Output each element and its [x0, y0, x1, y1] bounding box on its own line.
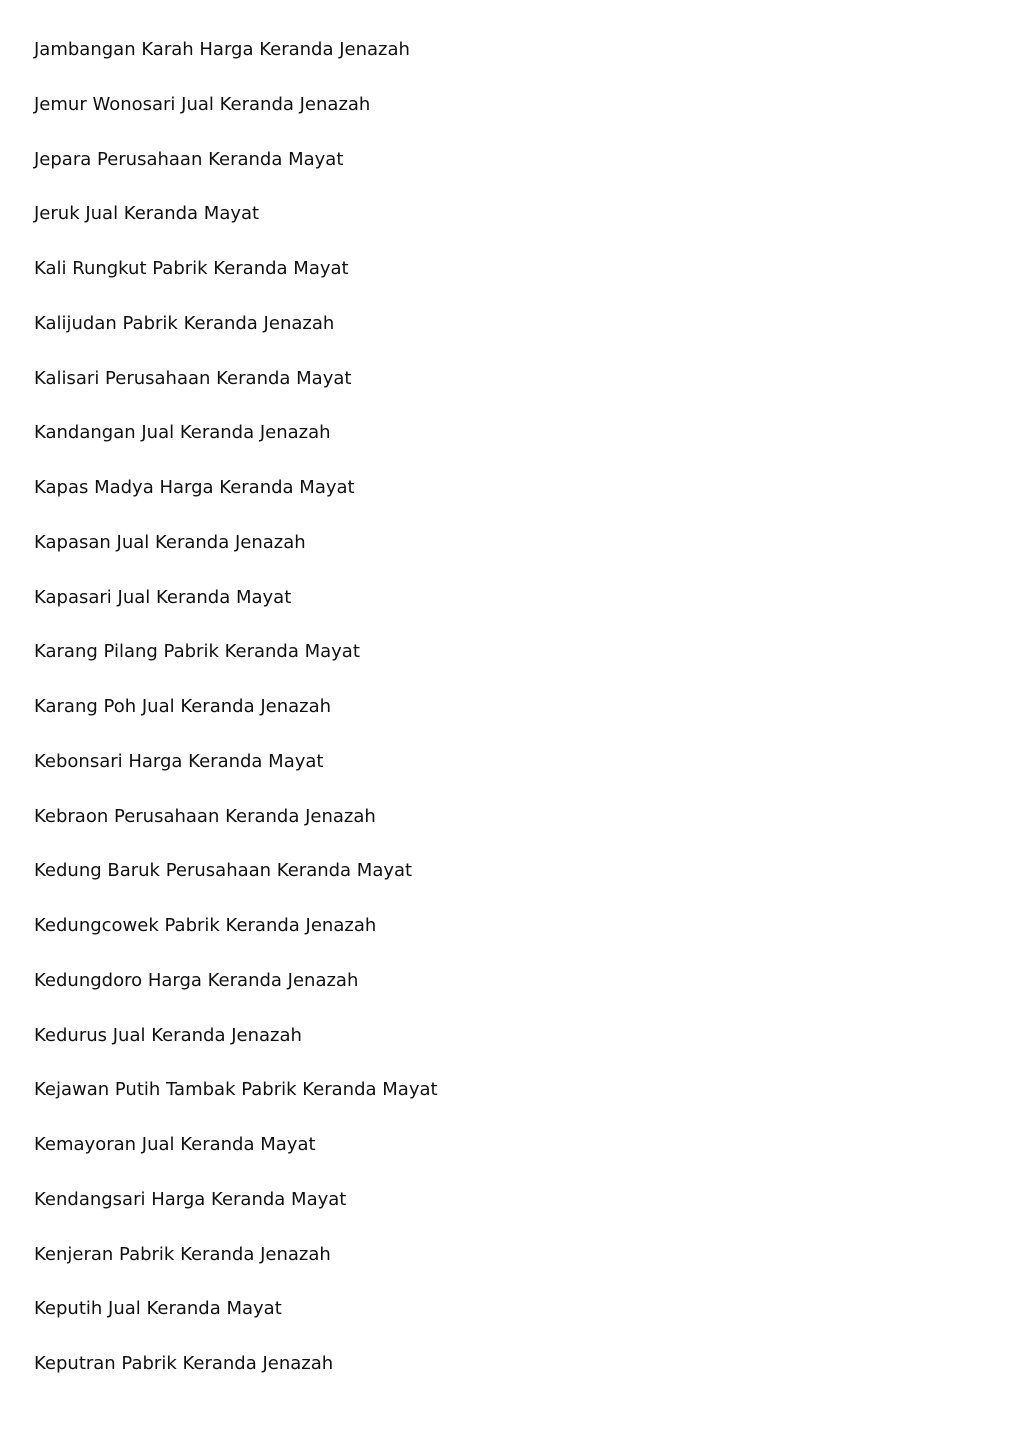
list-item: Kapas Madya Harga Keranda Mayat: [34, 477, 355, 498]
list-item: Kedungcowek Pabrik Keranda Jenazah: [34, 915, 377, 936]
list-item: Jepara Perusahaan Keranda Mayat: [34, 148, 344, 170]
list-item: Karang Pilang Pabrik Keranda Mayat: [34, 641, 360, 663]
list-item: Kalijudan Pabrik Keranda Jenazah: [34, 312, 335, 334]
list-item: Kapasari Jual Keranda Mayat: [34, 586, 292, 608]
list-item: Keputran Pabrik Keranda Jenazah: [34, 1353, 334, 1374]
list-item: Kebonsari Harga Keranda Mayat: [34, 750, 324, 772]
list-item: Kalisari Perusahaan Keranda Mayat: [34, 367, 352, 389]
list-item: Kendangsari Harga Keranda Mayat: [34, 1188, 347, 1210]
list-item: Kapasan Jual Keranda Jenazah: [34, 531, 306, 553]
list-item: Kejawan Putih Tambak Pabrik Keranda Mayat: [34, 1079, 438, 1101]
list-item: Kebraon Perusahaan Keranda Jenazah: [34, 805, 376, 827]
list-item: Keputih Jual Keranda Mayat: [34, 1298, 282, 1320]
list-item: Kali Rungkut Pabrik Keranda Mayat: [34, 258, 349, 279]
list-item: Kenjeran Pabrik Keranda Jenazah: [34, 1243, 331, 1265]
list-item: Kandangan Jual Keranda Jenazah: [34, 422, 331, 444]
list-item: Kedurus Jual Keranda Jenazah: [34, 1024, 302, 1046]
list-item: Jemur Wonosari Jual Keranda Jenazah: [34, 93, 371, 115]
list-item: Jambangan Karah Harga Keranda Jenazah: [34, 39, 410, 60]
list-item: Kemayoran Jual Keranda Mayat: [34, 1134, 316, 1155]
list-item: Kedung Baruk Perusahaan Keranda Mayat: [34, 860, 413, 882]
location-list: [34, 38, 438, 1407]
list-item: Kedungdoro Harga Keranda Jenazah: [34, 969, 359, 991]
list-item: Jeruk Jual Keranda Mayat: [34, 203, 260, 225]
list-item: Karang Poh Jual Keranda Jenazah: [34, 696, 332, 717]
